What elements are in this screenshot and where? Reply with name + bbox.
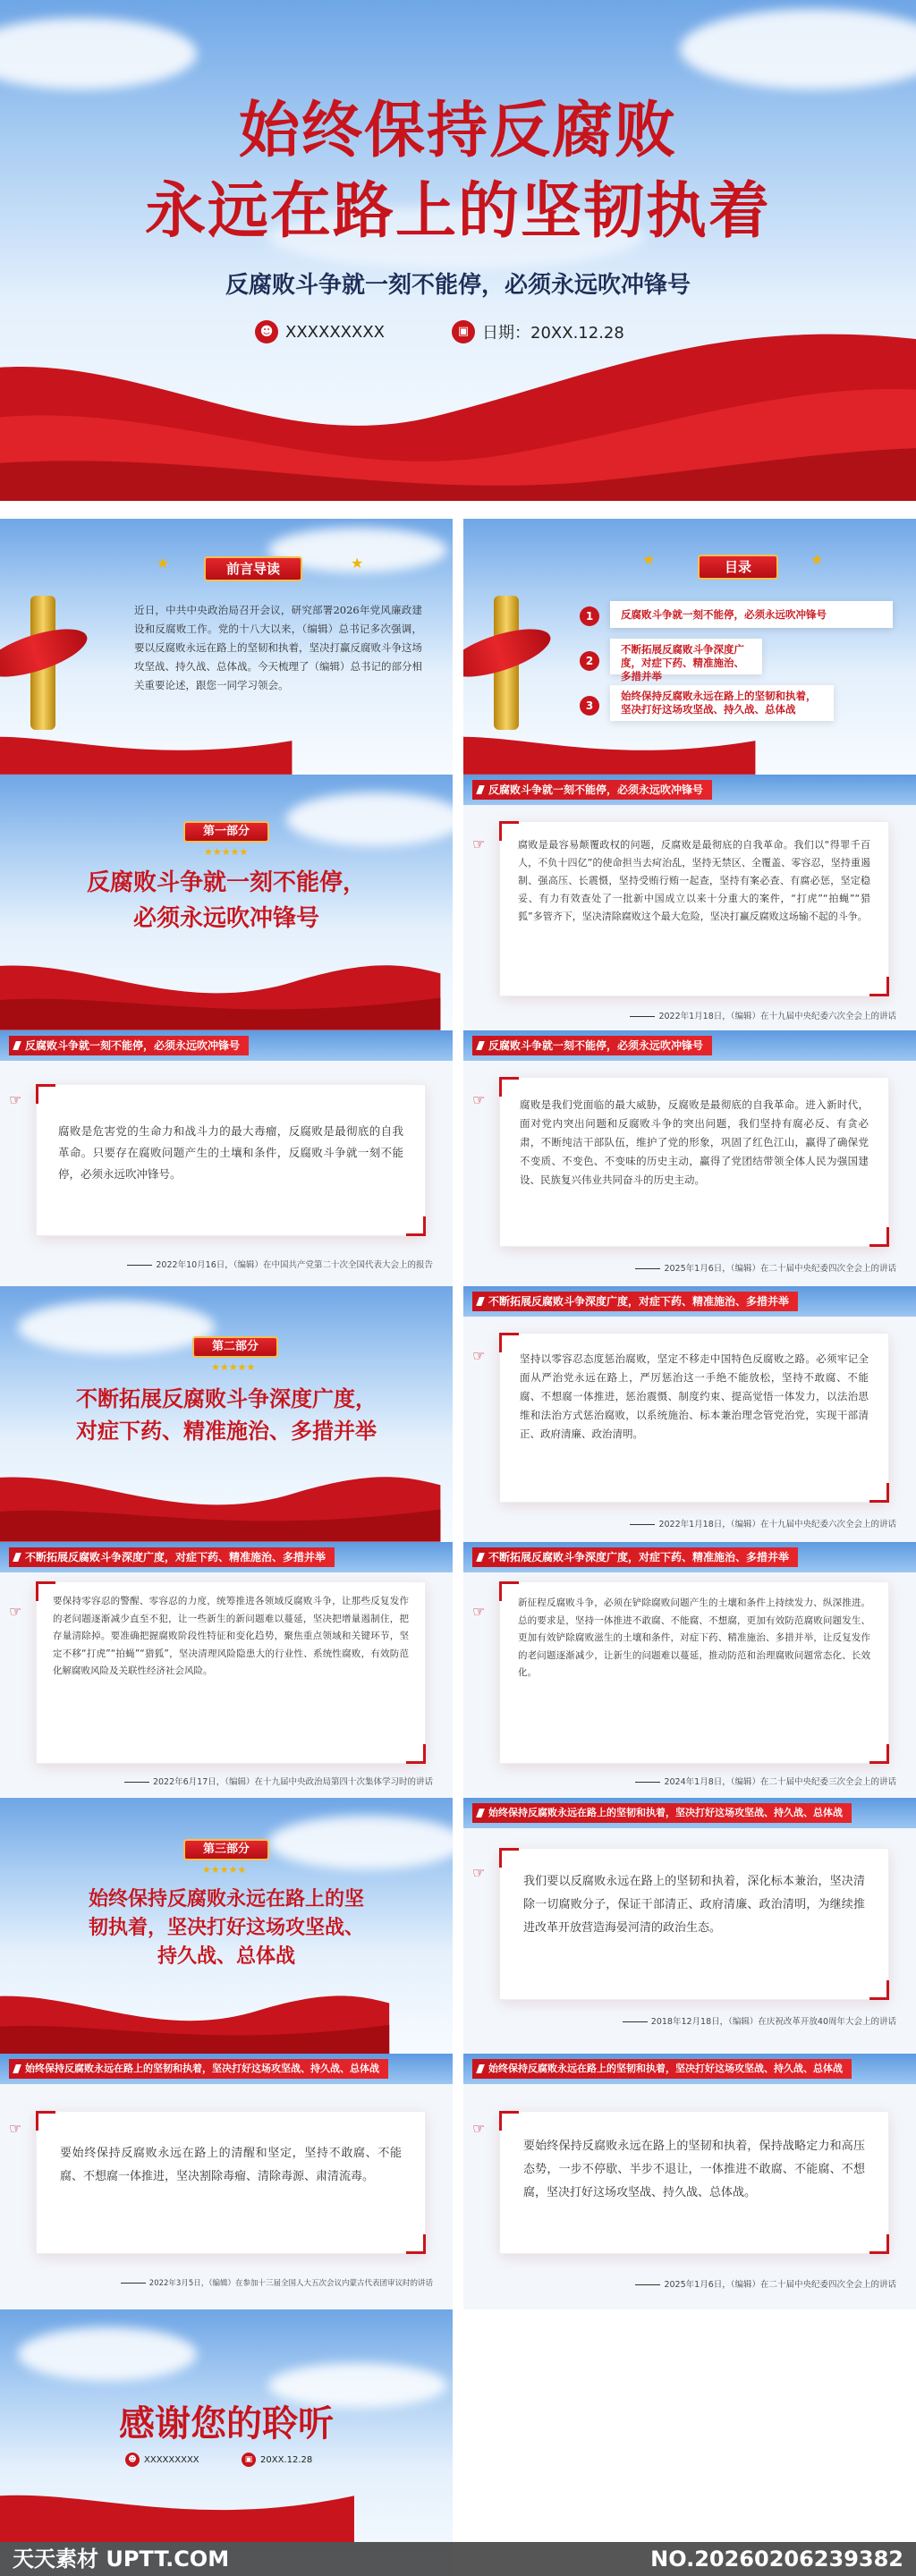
thanks-author-row [125, 2453, 199, 2467]
red-silk-ribbon [0, 2462, 354, 2542]
quote-card [499, 1581, 889, 1764]
section-title-line1: 不断拓展反腐败斗争深度广度， [76, 1385, 377, 1411]
stars-decor: ★ [157, 555, 170, 572]
preface-text: 近日，中共中央政治局召开会议，研究部署2026年党风廉政建设和反腐败工作。党的十八大以来，（编辑）总书记多次强调，要以反腐败永远在路上的坚韧和执着，坚决打赢反腐败斗争这场攻坚战、持久战、总体战。今天梳理了（编辑）总书记的部分相关重要论述，跟您一同学习领会。 [134, 604, 422, 691]
quote-source: 2022年3月5日，（编辑）在参加十三届全国人大五次会议内蒙古代表团审议时的讲话 [121, 2277, 433, 2288]
section-title-line3: 持久战、总体战 [157, 1945, 295, 1968]
section-slide[interactable] [0, 1798, 453, 2054]
red-silk-ribbon [0, 1967, 390, 2054]
slide-header-tag: 不断拓展反腐败斗争深度广度，对症下药、精准施治、多措并举 [9, 1547, 335, 1567]
quote-slide[interactable] [463, 1798, 916, 2054]
quote-source: 2025年1月6日，（编辑）在二十届中央纪委四次全会上的讲话 [635, 1261, 896, 1274]
toc-heading: 目录 [698, 555, 778, 580]
watermark-right: NO.20260206239382 [650, 2546, 903, 2572]
slide-header-tag: 不断拓展反腐败斗争深度广度，对症下药、精准施治、多措并举 [472, 1292, 798, 1311]
thanks-slide[interactable] [0, 2309, 453, 2576]
red-silk-ribbon [0, 275, 916, 501]
thanks-date: 20XX.12.28 [260, 2454, 313, 2465]
toc-item-number: 2 [580, 651, 599, 671]
thanks-author: XXXXXXXXX [144, 2454, 199, 2465]
quote-text: 腐败是危害党的生命力和战斗力的最大毒瘤，反腐败是最彻底的自我革命。只要存在腐败问题产生的土壤和条件，反腐败斗争就一刻不能停，必须永远吹冲锋号。 [58, 1124, 403, 1181]
pointer-icon: ☞ [472, 835, 486, 852]
thanks-title: 感谢您的聆听 [119, 2402, 334, 2445]
pointer-icon: ☞ [472, 1347, 486, 1364]
toc-item-label: 始终保持反腐败永远在路上的坚韧和执着，坚决打好这场攻坚战、持久战、总体战 [610, 685, 834, 721]
stars-decor: ★ [351, 555, 364, 572]
quote-card [499, 1848, 889, 2000]
quote-card [499, 2111, 889, 2254]
quote-card [36, 1581, 426, 1764]
quote-source: 2022年1月18日，（编辑）在十九届中央纪委六次全会上的讲话 [630, 1517, 896, 1530]
red-silk-ribbon [0, 933, 441, 1030]
quote-slide[interactable] [463, 1030, 916, 1286]
calendar-icon: ▣ [452, 320, 475, 343]
quote-source: 2022年1月18日，（编辑）在十九届中央纪委六次全会上的讲话 [630, 1009, 896, 1021]
quote-text: 坚持以零容忍态度惩治腐败，坚定不移走中国特色反腐败之路。必须牢记全面从严治党永远在路上，严厉惩治这一手绝不能放松，坚持不敢腐、不能腐、不想腐一体推进，惩治震慑、制度约束、提高觉悟一体发力，以法治思维和法治方式惩治腐败，以系统施治、标本兼治理念管党治党，实现干部清正、政府清廉、政治清明。 [520, 1352, 869, 1440]
pointer-icon: ☞ [472, 2120, 486, 2137]
cover-subtitle: 反腐败斗争就一刻不能停，必须永远吹冲锋号 [225, 272, 691, 299]
section-slide[interactable] [0, 1286, 453, 1542]
quote-text: 腐败是最容易颠覆政权的问题，反腐败是最彻底的自我革命。我们以“得罪千百人，不负十四亿”的使命担当去疴治乱，坚持无禁区、全覆盖、零容忍，坚持重遏制、强高压、长震慑，坚持受贿行贿一起查，坚持有案必查、有腐必惩，坚定稳妥、有力有效查处了一批新中国成立以来十分重大的案件，“打虎”“拍蝇”“猎狐”多管齐下，坚决清除腐败这个最大危险，坚决打赢反腐败这场输不起的斗争。 [518, 839, 870, 922]
toc-item-label: 不断拓展反腐败斗争深度广度，对症下药、精准施治、多措并举 [610, 639, 762, 674]
slide-header-tag: 始终保持反腐败永远在路上的坚韧和执着，坚决打好这场攻坚战、持久战、总体战 [472, 1803, 852, 1823]
slide-header-tag: 始终保持反腐败永远在路上的坚韧和执着，坚决打好这场攻坚战、持久战、总体战 [9, 2059, 388, 2079]
quote-slide[interactable] [463, 1286, 916, 1542]
cover-date-row [452, 318, 624, 345]
red-silk-ribbon [0, 718, 293, 775]
quote-source: 2024年1月8日，（编辑）在二十届中央纪委三次全会上的讲话 [635, 1775, 896, 1787]
stars-decor: ★ [642, 551, 656, 568]
preface-slide[interactable] [0, 519, 453, 775]
quote-slide[interactable] [0, 1030, 453, 1286]
quote-source: 2018年12月18日，（编辑）在庆祝改革开放40周年大会上的讲话 [623, 2014, 896, 2027]
toc-item-number: 1 [580, 606, 599, 626]
section-badge: 第二部分 [192, 1336, 278, 1358]
section-title-line1: 反腐败斗争就一刻不能停， [86, 869, 366, 896]
section-slide[interactable] [0, 775, 453, 1030]
cover-title-line1: 始终保持反腐败 [238, 95, 677, 166]
quote-card [499, 821, 889, 996]
quote-text: 腐败是我们党面临的最大威胁，反腐败是最彻底的自我革命。进入新时代，面对党内突出问题和反腐败斗争的突出问题，我们坚持有腐必反、有贪必肃，不断纯洁干部队伍，维护了党的形象，巩固了红色江山，赢得了确保党不变质、不变色、不变味的历史主动，赢得了党团结带领全体人民为强国建设、民族复兴伟业共同奋斗的历史主动。 [520, 1098, 869, 1186]
quote-card [499, 1077, 889, 1247]
section-badge: 第三部分 [183, 1839, 269, 1860]
cover-title-line2: 永远在路上的坚韧执着 [144, 175, 771, 247]
toc-item-number: 3 [580, 696, 599, 716]
quote-slide[interactable] [0, 1542, 453, 1798]
quote-card [499, 1333, 889, 1503]
section-badge: 第一部分 [183, 821, 269, 843]
quote-source: 2025年1月6日，（编辑）在二十届中央纪委四次全会上的讲话 [635, 2277, 896, 2290]
cover-slide[interactable] [0, 0, 916, 501]
toc-slide[interactable] [463, 519, 916, 775]
red-silk-ribbon [0, 1445, 441, 1542]
stars-decor: ★★★★★ [204, 846, 249, 858]
pointer-icon: ☞ [9, 2120, 22, 2137]
quote-text: 要始终保持反腐败永远在路上的坚韧和执着，保持战略定力和高压态势，一步不停歇、半步不退让，一体推进不敢腐、不能腐、不想腐，坚决打好这场攻坚战、持久战、总体战。 [523, 2140, 865, 2199]
slide-header-tag: 反腐败斗争就一刻不能停，必须永远吹冲锋号 [472, 780, 712, 800]
pointer-icon: ☞ [9, 1603, 22, 1620]
slide-header-tag: 不断拓展反腐败斗争深度广度，对症下药、精准施治、多措并举 [472, 1547, 798, 1567]
pointer-icon: ☞ [9, 1091, 22, 1108]
user-icon: ☻ [125, 2453, 140, 2467]
quote-text: 要始终保持反腐败永远在路上的清醒和坚定，坚持不敢腐、不能腐、不想腐一体推进，坚决割除毒瘤、清除毒源、肃清流毒。 [60, 2147, 402, 2183]
pointer-icon: ☞ [472, 1603, 486, 1620]
watermark-bar [0, 2542, 916, 2576]
slide-header-tag: 始终保持反腐败永远在路上的坚韧和执着，坚决打好这场攻坚战、持久战、总体战 [472, 2059, 852, 2079]
slide-header-tag: 反腐败斗争就一刻不能停，必须永远吹冲锋号 [9, 1036, 249, 1055]
user-icon: ☻ [255, 320, 278, 343]
thanks-date-row [242, 2453, 312, 2467]
quote-slide[interactable] [0, 2054, 453, 2309]
quote-text: 要保持零容忍的警醒、零容忍的力度，统筹推进各领域反腐败斗争，让那些反复发作的老问题逐渐减少直至不犯，让一些新生的新问题难以蔓延，坚决把增量遏制住，把存量清除掉。要准确把握腐败阶段性特征和变化趋势，聚焦重点领域和关键环节，坚定不移“打虎”“拍蝇”“猎狐”，坚决清理风险隐患大的行业性、系统性腐败，有效防范化解腐败风险及关联性经济社会风险。 [53, 1596, 409, 1676]
watermark-left: 天天素材 UPTT.COM [13, 2546, 230, 2572]
toc-item-label: 反腐败斗争就一刻不能停，必须永远吹冲锋号 [610, 601, 893, 628]
cover-author-row [255, 318, 385, 345]
section-title-line1: 始终保持反腐败永远在路上的坚 [88, 1887, 364, 1911]
quote-slide[interactable] [463, 2054, 916, 2309]
stars-decor: ★ [810, 551, 824, 568]
stars-decor: ★★★★★ [211, 1361, 256, 1373]
quote-slide[interactable] [463, 1542, 916, 1798]
pointer-icon: ☞ [472, 1864, 486, 1881]
quote-card [36, 2111, 426, 2254]
quote-source: 2022年6月17日，（编辑）在十九届中央政治局第四十次集体学习时的讲话 [124, 1775, 433, 1787]
cover-author: XXXXXXXXX [285, 322, 385, 342]
cover-date: 日期：20XX.12.28 [482, 324, 624, 343]
quote-card [36, 1084, 426, 1236]
quote-text: 我们要以反腐败永远在路上的坚韧和执着，深化标本兼治，坚决清除一切腐败分子，保证干部清正、政府清廉、政治清明，为继续推进改革开放营造海晏河清的政治生态。 [523, 1875, 865, 1935]
red-silk-ribbon [463, 718, 756, 775]
preface-heading: 前言导读 [204, 556, 302, 581]
pointer-icon: ☞ [472, 1091, 486, 1108]
calendar-icon: ▣ [242, 2453, 256, 2467]
quote-source: 2022年10月16日，（编辑）在中国共产党第二十次全国代表大会上的报告 [127, 1258, 433, 1270]
section-title-line2: 韧执着，坚决打好这场攻坚战、 [88, 1916, 364, 1939]
quote-text: 新征程反腐败斗争，必须在铲除腐败问题产生的土壤和条件上持续发力、纵深推进。总的要求是，坚持一体推进不敢腐、不能腐、不想腐，更加有效防范腐败问题发生、更加有效铲除腐败滋生的土壤和条件，对症下药、精准施治、多措并举，让反复发作的老问题逐渐减少，让新生的问题难以蔓延，推动防范和治理腐败问题常态化、长效化。 [518, 1597, 870, 1678]
section-title-line2: 必须永远吹冲锋号 [132, 905, 319, 932]
section-title-line2: 对症下药、精准施治、多措并举 [76, 1418, 377, 1444]
slide-header-tag: 反腐败斗争就一刻不能停，必须永远吹冲锋号 [472, 1036, 712, 1055]
quote-slide[interactable] [463, 775, 916, 1030]
stars-decor: ★★★★★ [202, 1864, 247, 1876]
